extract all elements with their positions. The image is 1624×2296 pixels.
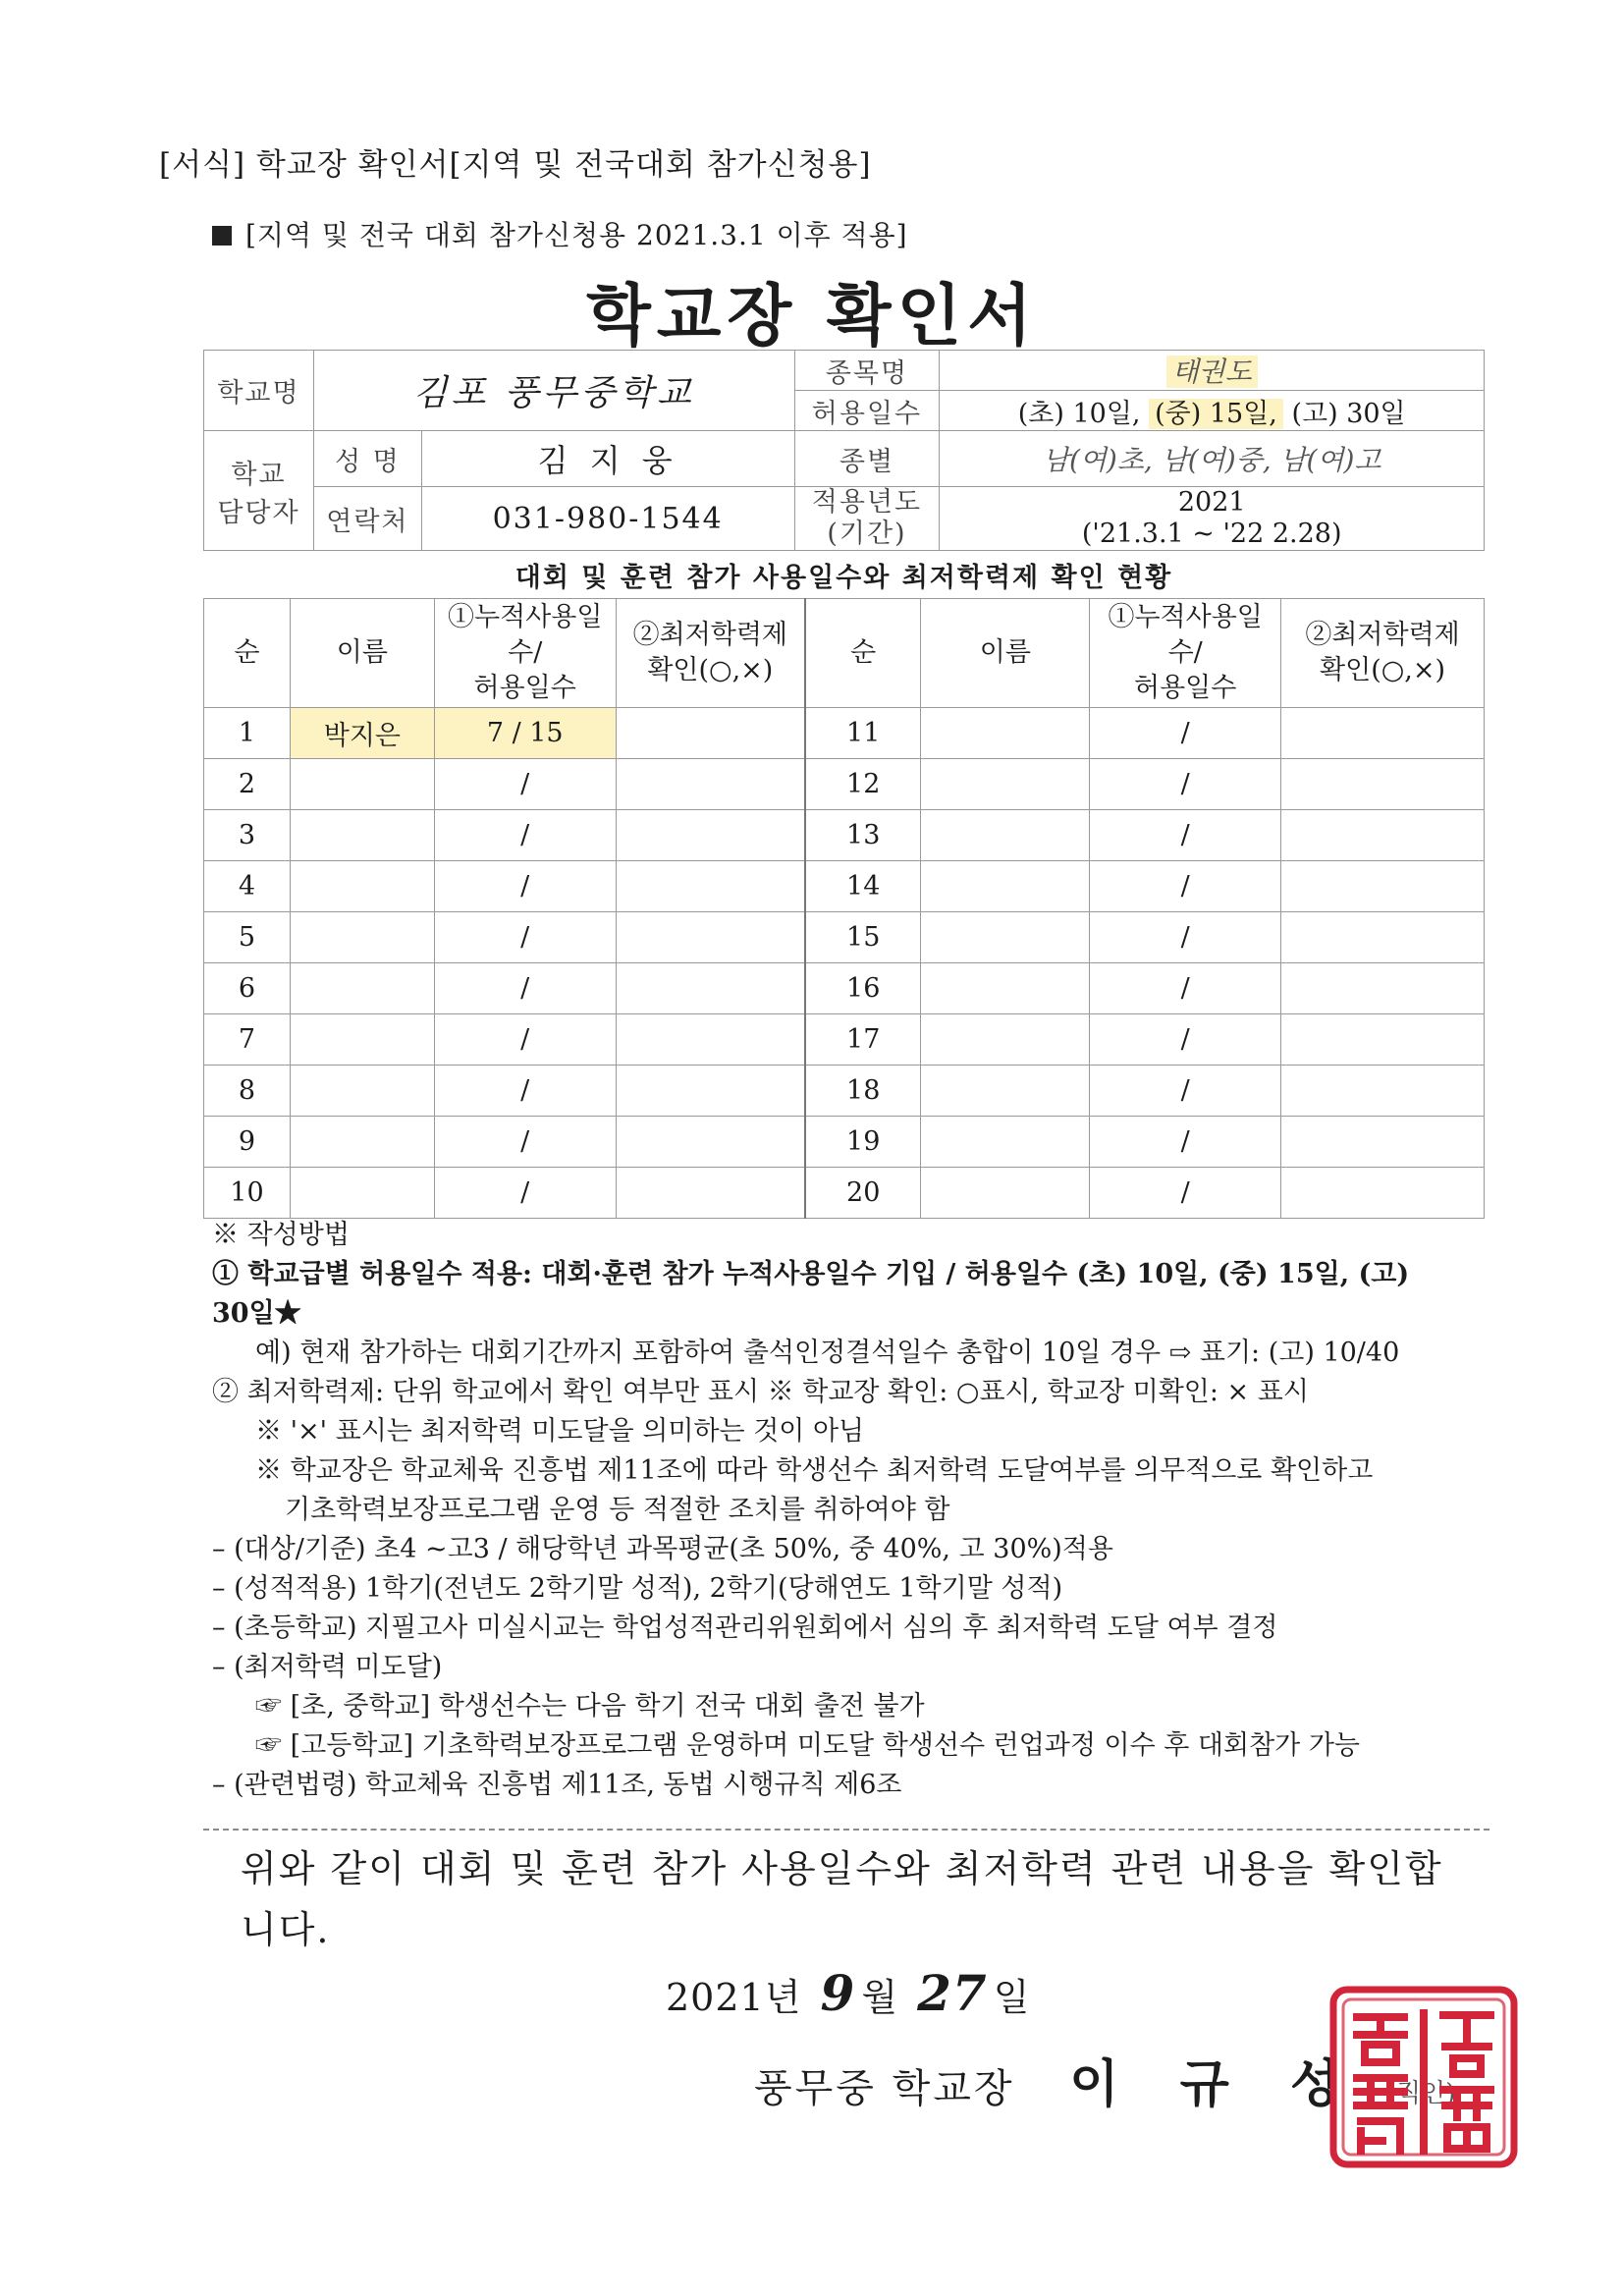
header-no: 순 bbox=[204, 599, 291, 708]
row-name bbox=[290, 963, 434, 1014]
allowed-label: 허용일수 bbox=[794, 391, 940, 431]
detail-4-a: ☞ [초, 중학교] 학생선수는 다음 학기 전국 대회 출전 불가 bbox=[255, 1691, 925, 1722]
sub-label-text: [지역 및 전국 대회 참가신청용 2021.3.1 이후 적용] bbox=[245, 219, 908, 251]
row-days: / bbox=[434, 810, 616, 861]
row-no: 12 bbox=[805, 759, 921, 810]
row-days: / bbox=[1090, 1066, 1281, 1117]
row-no: 10 bbox=[204, 1168, 291, 1219]
row-no: 9 bbox=[204, 1117, 291, 1168]
row-no: 20 bbox=[805, 1168, 921, 1219]
row-name bbox=[921, 912, 1090, 963]
page-title: 학교장 확인서 bbox=[586, 277, 1038, 355]
divider bbox=[203, 1829, 1489, 1831]
row-check bbox=[616, 759, 805, 810]
name-value: 김 지 웅 bbox=[421, 431, 794, 487]
manager-label: 학교 담당자 bbox=[204, 431, 314, 551]
category-value: 남(여)초, 남(여)중, 남(여)고 bbox=[940, 431, 1485, 487]
detail-4: – (최저학력 미도달) bbox=[212, 1652, 443, 1682]
note-2-b: ※ 학교장은 학교체육 진흥법 제11조에 따라 학생선수 최저학력 도달여부를 의무적으로 확인하고 bbox=[255, 1455, 1374, 1486]
date-year: 2021년 bbox=[666, 1976, 802, 2019]
date-month-unit: 월 bbox=[861, 1976, 899, 2019]
school-label: 학교명 bbox=[204, 351, 314, 431]
row-no: 17 bbox=[805, 1014, 921, 1066]
row-no: 8 bbox=[204, 1066, 291, 1117]
table-row bbox=[204, 759, 1485, 810]
table-row bbox=[204, 1168, 1485, 1219]
row-days: / bbox=[434, 963, 616, 1014]
row-no: 15 bbox=[805, 912, 921, 963]
school-seal-icon bbox=[1327, 1984, 1520, 2170]
event-value-cell bbox=[940, 351, 1485, 391]
signature-date bbox=[666, 1964, 1030, 2022]
row-check bbox=[1281, 1066, 1485, 1117]
detail-3: – (초등학교) 지필고사 미실시교는 학업성적관리위원회에서 심의 후 최저학력 도달 여부 결정 bbox=[212, 1613, 1278, 1643]
row-check bbox=[616, 1066, 805, 1117]
row-name bbox=[290, 912, 434, 963]
date-day-unit: 일 bbox=[993, 1976, 1031, 2019]
row-check bbox=[616, 1168, 805, 1219]
row-name bbox=[921, 1168, 1090, 1219]
row-check bbox=[616, 810, 805, 861]
row-no: 14 bbox=[805, 861, 921, 912]
row-name bbox=[921, 810, 1090, 861]
row-days: 7 / 15 bbox=[434, 708, 616, 759]
row-check bbox=[1281, 963, 1485, 1014]
row-no: 7 bbox=[204, 1014, 291, 1066]
row-days: / bbox=[1090, 708, 1281, 759]
allowed-value bbox=[940, 391, 1485, 431]
name-label: 성 명 bbox=[313, 431, 421, 487]
row-days: / bbox=[434, 759, 616, 810]
row-days: / bbox=[1090, 1117, 1281, 1168]
row-days: / bbox=[434, 1014, 616, 1066]
allowed-high: (고) 30일 bbox=[1291, 398, 1406, 429]
seal-note: (직인) bbox=[1385, 2079, 1456, 2108]
row-check bbox=[1281, 1168, 1485, 1219]
table-row bbox=[204, 963, 1485, 1014]
row-name bbox=[290, 1014, 434, 1066]
writing-instructions bbox=[212, 1216, 1498, 1805]
date-day: 27 bbox=[917, 1964, 988, 2022]
table-row bbox=[204, 1014, 1485, 1066]
note-2-a: ※ '×' 표시는 최저학력 미도달을 의미하는 것이 아님 bbox=[255, 1416, 865, 1447]
row-no: 4 bbox=[204, 861, 291, 912]
allowed-elem: (초) 10일, bbox=[1017, 398, 1141, 429]
row-no: 3 bbox=[204, 810, 291, 861]
row-check bbox=[1281, 861, 1485, 912]
row-no: 5 bbox=[204, 912, 291, 963]
participation-table bbox=[203, 598, 1485, 1219]
note-1: ① 학교급별 허용일수 적용: 대회·훈련 참가 누적사용일수 기입 / 허용일수 (초) 10일, (중) 15일, (고) bbox=[212, 1259, 1410, 1289]
year-label: 적용년도 (기간) bbox=[794, 487, 940, 551]
row-days: / bbox=[1090, 912, 1281, 963]
row-no: 1 bbox=[204, 708, 291, 759]
row-check bbox=[1281, 759, 1485, 810]
detail-4-b: ☞ [고등학교] 기초학력보장프로그램 운영하며 미도달 학생선수 런업과정 이수 후 대회참가 가능 bbox=[255, 1730, 1361, 1761]
row-name bbox=[290, 861, 434, 912]
row-no: 13 bbox=[805, 810, 921, 861]
row-no: 19 bbox=[805, 1117, 921, 1168]
principal-name: 이 규 성 bbox=[1069, 2054, 1362, 2114]
row-no: 2 bbox=[204, 759, 291, 810]
period-value: ('21.3.1 ~ '22 2.28) bbox=[1081, 519, 1342, 549]
row-name bbox=[290, 1168, 434, 1219]
row-check bbox=[616, 1014, 805, 1066]
square-bullet-icon bbox=[212, 226, 232, 246]
allowed-mid: (중) 15일, bbox=[1149, 399, 1283, 429]
table-row bbox=[204, 708, 1485, 759]
contact-label: 연락처 bbox=[313, 487, 421, 551]
row-name bbox=[921, 1117, 1090, 1168]
table-row bbox=[204, 1066, 1485, 1117]
row-days: / bbox=[1090, 759, 1281, 810]
header-check-right: ②최저학력제 확인(○,×) bbox=[1281, 599, 1485, 708]
confirm-statement: 위와 같이 대회 및 훈련 참가 사용일수와 최저학력 관련 내용을 확인합니다. bbox=[241, 1847, 1443, 1951]
info-table bbox=[203, 350, 1485, 551]
row-name bbox=[290, 810, 434, 861]
detail-2: – (성적적용) 1학기(전년도 2학기말 성적), 2학기(당해연도 1학기말 성적) bbox=[212, 1573, 1063, 1604]
row-name bbox=[921, 1014, 1090, 1066]
row-check bbox=[616, 912, 805, 963]
row-name bbox=[921, 861, 1090, 912]
event-value: 태권도 bbox=[1166, 355, 1258, 388]
row-no: 6 bbox=[204, 963, 291, 1014]
sub-label bbox=[212, 214, 908, 253]
header-name: 이름 bbox=[290, 599, 434, 708]
year-number: 2021 bbox=[1177, 487, 1246, 518]
table-caption: 대회 및 훈련 참가 사용일수와 최저학력제 확인 현황 bbox=[514, 563, 1173, 593]
row-no: 16 bbox=[805, 963, 921, 1014]
row-no: 11 bbox=[805, 708, 921, 759]
row-name bbox=[921, 708, 1090, 759]
note-1-cont: 30일★ bbox=[212, 1298, 301, 1329]
row-name: 박지은 bbox=[290, 708, 434, 759]
header-days-right: ①누적사용일수/ 허용일수 bbox=[1090, 599, 1281, 708]
row-days: / bbox=[1090, 1168, 1281, 1219]
row-days: / bbox=[434, 912, 616, 963]
row-name bbox=[921, 963, 1090, 1014]
category-label: 종별 bbox=[794, 431, 940, 487]
row-days: / bbox=[1090, 861, 1281, 912]
detail-1: – (대상/기준) 초4 ~고3 / 해당학년 과목평균(초 50%, 중 40%, 고 30%)적용 bbox=[212, 1534, 1113, 1564]
notes-heading: ※ 작성방법 bbox=[212, 1220, 350, 1250]
header-days: ①누적사용일수/ 허용일수 bbox=[434, 599, 616, 708]
row-name bbox=[921, 1066, 1090, 1117]
row-days: / bbox=[434, 861, 616, 912]
principal-school: 풍무중 학교장 bbox=[754, 2066, 1015, 2111]
form-label: [서식] 학교장 확인서[지역 및 전국대회 참가신청용] bbox=[159, 147, 872, 183]
note-2: ② 최저학력제: 단위 학교에서 확인 여부만 표시 ※ 학교장 확인: ○표시, 학교장 미확인: × 표시 bbox=[212, 1377, 1309, 1407]
row-days: / bbox=[434, 1066, 616, 1117]
row-check bbox=[1281, 810, 1485, 861]
detail-5: – (관련법령) 학교체육 진흥법 제11조, 동법 시행규칙 제6조 bbox=[212, 1770, 902, 1800]
note-2-c: 기초학력보장프로그램 운영 등 적절한 조치를 취하여야 함 bbox=[285, 1495, 950, 1525]
date-month: 9 bbox=[820, 1964, 856, 2022]
row-name bbox=[290, 1066, 434, 1117]
row-no: 18 bbox=[805, 1066, 921, 1117]
row-days: / bbox=[1090, 810, 1281, 861]
row-days: / bbox=[1090, 1014, 1281, 1066]
school-value: 김포 풍무중학교 bbox=[313, 351, 794, 431]
table-row bbox=[204, 810, 1485, 861]
row-days: / bbox=[1090, 963, 1281, 1014]
header-name-right: 이름 bbox=[921, 599, 1090, 708]
row-check bbox=[616, 708, 805, 759]
row-check bbox=[1281, 1117, 1485, 1168]
row-days: / bbox=[434, 1168, 616, 1219]
header-check: ②최저학력제 확인(○,×) bbox=[616, 599, 805, 708]
row-check bbox=[616, 861, 805, 912]
row-name bbox=[290, 759, 434, 810]
event-label: 종목명 bbox=[794, 351, 940, 391]
note-1-example: 예) 현재 참가하는 대회기간까지 포함하여 출석인정결석일수 총합이 10일 경우 ⇨ 표기: (고) 10/40 bbox=[255, 1338, 1400, 1368]
table-row bbox=[204, 912, 1485, 963]
row-check bbox=[616, 1117, 805, 1168]
row-check bbox=[1281, 708, 1485, 759]
year-value bbox=[940, 487, 1485, 551]
table-row bbox=[204, 861, 1485, 912]
contact-value: 031-980-1544 bbox=[421, 487, 794, 551]
header-no-right: 순 bbox=[805, 599, 921, 708]
row-check bbox=[616, 963, 805, 1014]
row-days: / bbox=[434, 1117, 616, 1168]
row-check bbox=[1281, 1014, 1485, 1066]
row-name bbox=[290, 1117, 434, 1168]
row-check bbox=[1281, 912, 1485, 963]
row-name bbox=[921, 759, 1090, 810]
table-row bbox=[204, 1117, 1485, 1168]
